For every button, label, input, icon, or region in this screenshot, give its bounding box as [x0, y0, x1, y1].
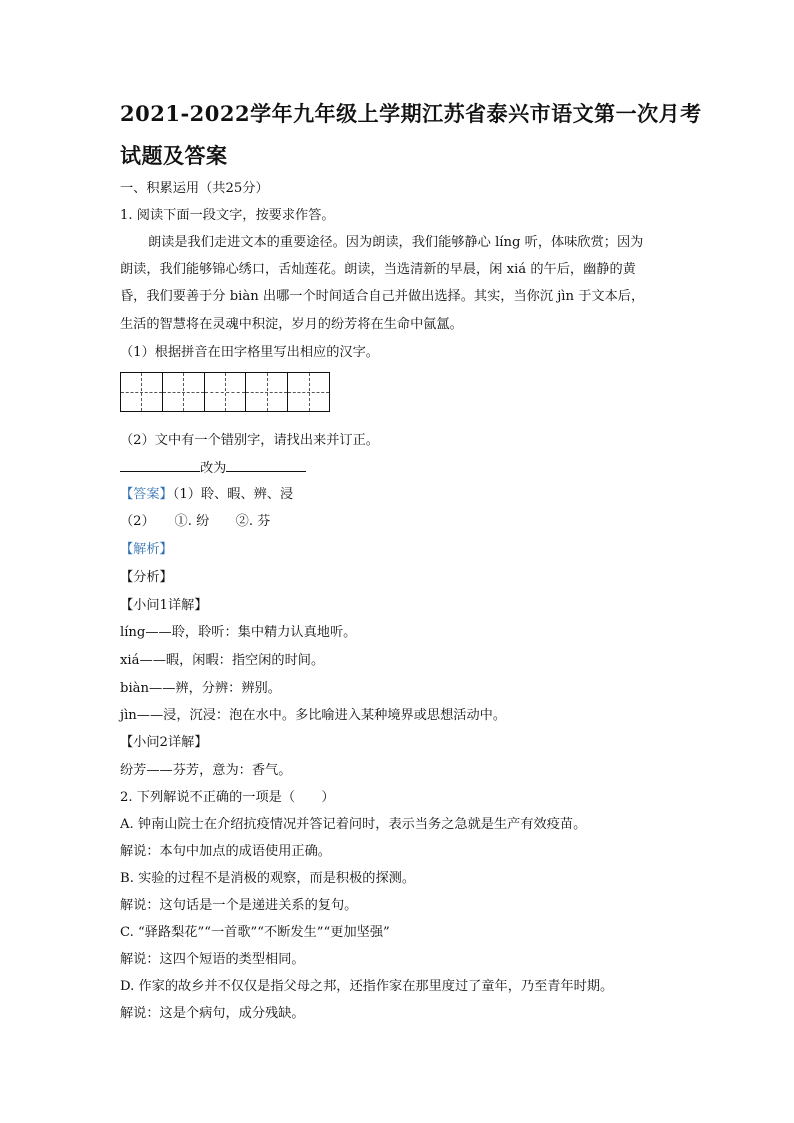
detail-line: líng——聆，聆听：集中精力认真地听。 [120, 625, 357, 640]
analysis-label: 【解析】 [120, 542, 173, 557]
q2-line: C. “驿路梨花”“一首歌”“不断发生”“更加坚强” [120, 925, 390, 940]
grid-cell [163, 373, 205, 411]
passage-line: 昏，我们要善于分 biàn 出哪一个时间适合自己并做出选择。其实，当你沉 jìn 于文本后， [120, 289, 645, 304]
detail2-label: 【小问2详解】 [120, 735, 208, 750]
detail-line: xiá——暇，闲暇：指空闲的时间。 [120, 653, 325, 668]
fill-blank-line [120, 459, 680, 478]
passage-line: 朗读是我们走进文本的重要途径。因为朗读，我们能够静心 líng 听，体味欣赏；因为 [148, 235, 644, 250]
detail2-text: 纷芳——芬芳，意为：香气。 [120, 763, 292, 778]
grid-cell [246, 373, 288, 411]
fenxi-label: 【分析】 [120, 570, 173, 585]
answer-label: 【答案】 [120, 487, 173, 502]
passage-line: 朗读，我们能够锦心绣口，舌灿莲花。朗读，当选清新的早晨，闲 xiá 的午后，幽静的黄 [120, 262, 636, 277]
detail-line: jìn——浸，沉浸：泡在水中。多比喻进入某种境界或思想活动中。 [120, 708, 507, 723]
doc-title-line1: 2021-2022学年九年级上学期江苏省泰兴市语文第一次月考 [120, 101, 702, 126]
tianzige-grid [120, 372, 330, 412]
q1-sub2: （2）文中有一个错别字，请找出来并订正。 [120, 433, 379, 448]
q1-prompt: 1. 阅读下面一段文字，按要求作答。 [120, 208, 335, 223]
section-heading: 一、积累运用（共25分） [120, 181, 269, 196]
fill-mid-text: 改为 [200, 461, 227, 476]
q2-line: A. 钟南山院士在介绍抗疫情况并答记着问时，表示当务之急就是生产有效疫苗。 [120, 817, 587, 832]
passage-line: 生活的智慧将在灵魂中积淀，岁月的纷芳将在生命中氤氲。 [120, 317, 463, 332]
q2-line: B. 实验的过程不是消极的观察，而是积极的探测。 [120, 871, 416, 886]
answer-text: （1）聆、暇、辨、浸 [172, 487, 294, 502]
q2-line: 解说：本句中加点的成语使用正确。 [120, 844, 331, 859]
q2-line: 解说：这四个短语的类型相同。 [120, 952, 305, 967]
grid-cell [121, 373, 163, 411]
grid-cell [288, 373, 329, 411]
answer-blank [120, 459, 200, 472]
q2-prompt: 2. 下列解说不正确的一项是（ ） [120, 790, 335, 805]
q2-line: 解说：这句话是一个是递进关系的复句。 [120, 898, 358, 913]
grid-cell [205, 373, 247, 411]
detail-line: biàn——辨，分辨：辨别。 [120, 681, 281, 696]
q1-sub1: （1）根据拼音在田字格里写出相应的汉字。 [120, 345, 379, 360]
doc-title-line2: 试题及答案 [120, 143, 228, 168]
answer-line-2: （2） ①. 纷 ②. 芬 [120, 514, 271, 529]
q2-line: 解说：这是个病句，成分残缺。 [120, 1006, 305, 1021]
answer-line [120, 486, 680, 504]
q2-line: D. 作家的故乡并不仅仅是指父母之邦，还指作家在那里度过了童年，乃至青年时期。 [120, 979, 614, 994]
detail1-label: 【小问1详解】 [120, 598, 208, 613]
answer-blank [226, 459, 306, 472]
